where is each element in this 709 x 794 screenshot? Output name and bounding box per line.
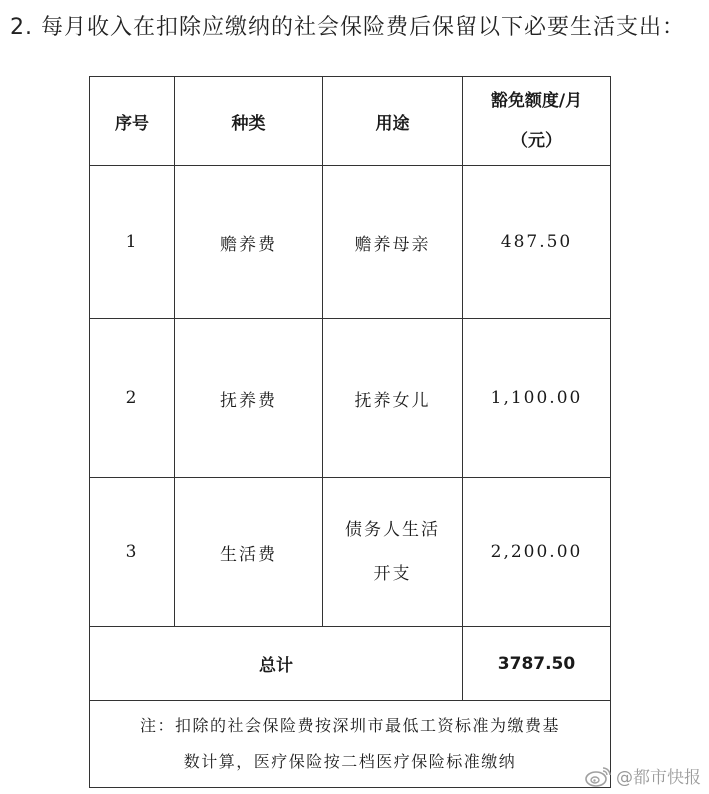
row-index: 3 — [90, 478, 175, 627]
header-amount-line1: 豁免额度/月 — [490, 91, 583, 111]
header-amount — [463, 77, 611, 166]
total-value: 3787.50 — [463, 627, 611, 701]
exemption-table — [89, 76, 611, 788]
table-note — [90, 701, 611, 788]
row-purpose: 赡养母亲 — [323, 166, 463, 319]
header-category: 种类 — [175, 77, 323, 166]
row-purpose — [323, 478, 463, 627]
table-row — [90, 478, 611, 627]
section-heading: 2. 每月收入在扣除应缴纳的社会保险费后保留以下必要生活支出： — [10, 15, 685, 40]
row-purpose: 抚养女儿 — [323, 319, 463, 478]
table-row — [90, 166, 611, 319]
watermark-text: @都市快报 — [616, 768, 701, 788]
watermark — [584, 763, 701, 788]
note-row — [90, 701, 611, 788]
row-category: 生活费 — [175, 478, 323, 627]
header-index: 序号 — [90, 77, 175, 166]
row-category: 抚养费 — [175, 319, 323, 478]
row-amount: 487.50 — [463, 166, 611, 319]
total-row — [90, 627, 611, 701]
weibo-icon — [584, 765, 612, 787]
row-index: 1 — [90, 166, 175, 319]
table-row — [90, 319, 611, 478]
total-label: 总计 — [90, 627, 463, 701]
note-line2: 数计算，医疗保险按二档医疗保险标准缴纳 — [183, 752, 517, 771]
row-purpose-line2: 开支 — [373, 564, 412, 584]
note-line1: 注：扣除的社会保险费按深圳市最低工资标准为缴费基 — [139, 716, 560, 735]
table-header-row — [90, 77, 611, 166]
header-purpose: 用途 — [323, 77, 463, 166]
header-amount-line2: （元） — [511, 131, 562, 151]
row-purpose-line1: 债务人生活 — [345, 520, 440, 540]
row-category: 赡养费 — [175, 166, 323, 319]
row-amount: 2,200.00 — [463, 478, 611, 627]
row-amount: 1,100.00 — [463, 319, 611, 478]
row-index: 2 — [90, 319, 175, 478]
